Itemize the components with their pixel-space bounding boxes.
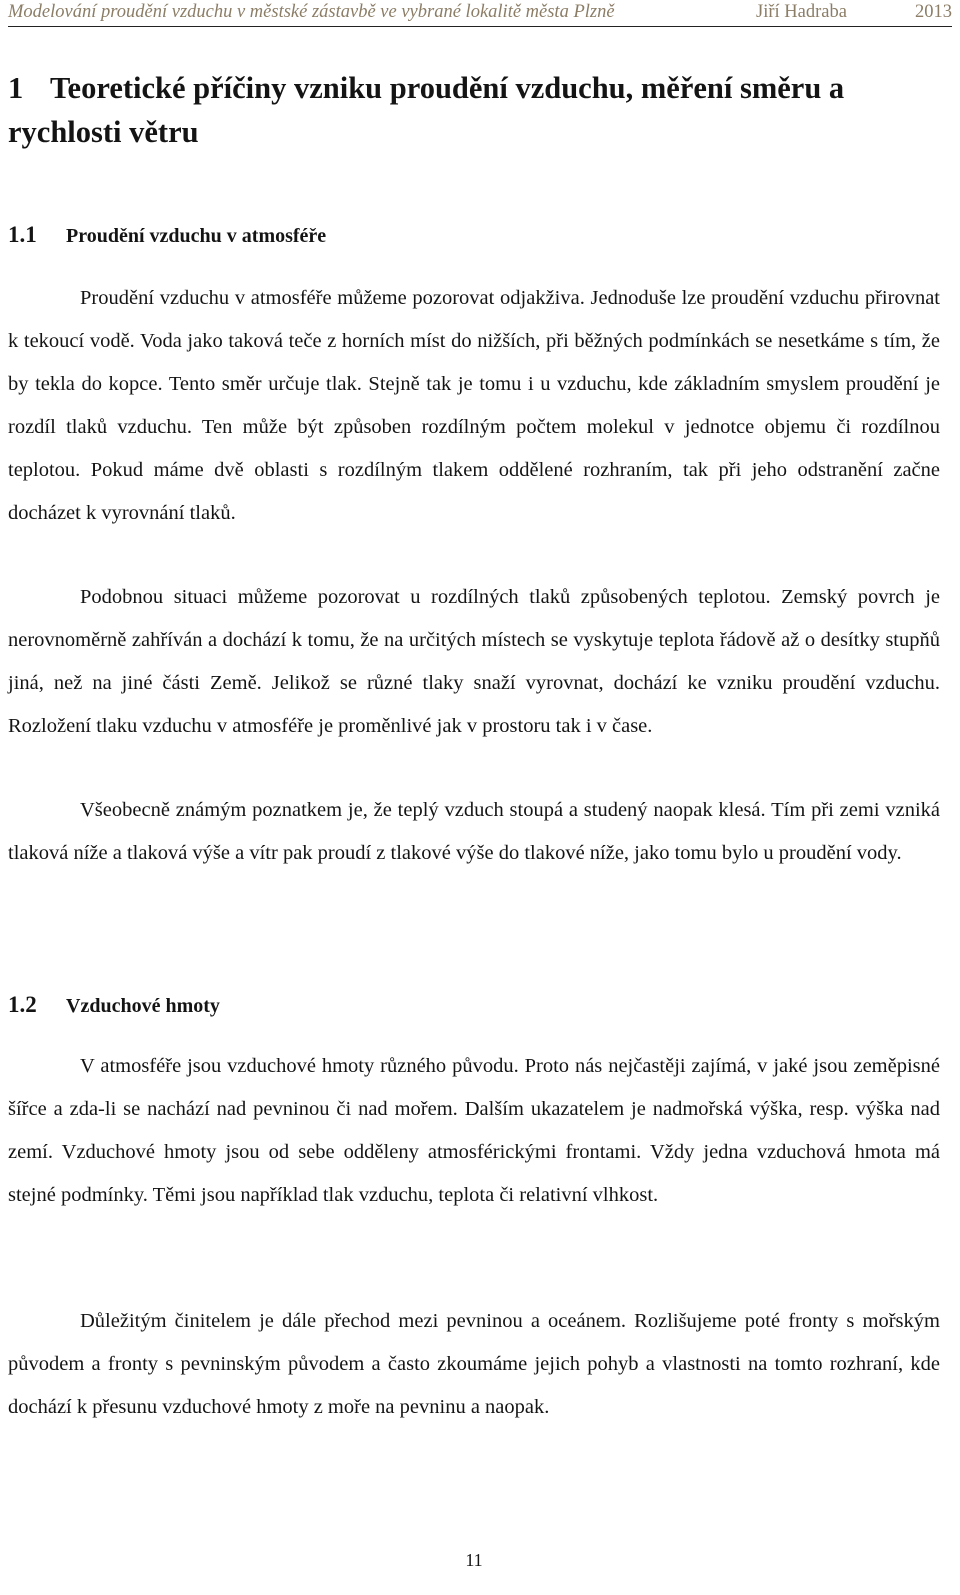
chapter-title: Teoretické příčiny vzniku proudění vzduchu, měření směru a rychlosti větru <box>8 71 845 149</box>
header-author: Jiří Hadraba <box>756 2 847 22</box>
section-title: Vzduchové hmoty <box>66 995 220 1017</box>
section-heading-1-2 <box>8 992 220 1018</box>
page-header <box>8 0 952 27</box>
section-heading-1-1 <box>8 222 326 248</box>
section-title: Proudění vzduchu v atmosféře <box>66 225 327 247</box>
header-title: Modelování proudění vzduchu v městské zástavbě ve vybrané lokalitě města Plzně <box>8 2 615 22</box>
paragraph: Podobnou situaci můžeme pozorovat u rozdílných tlaků způsobených teplotou. Zemský povrch je nerovnoměrně zahříván a dochází k tomu, že na určitých místech se vyskytuje teplota řádově až o desítky stupňů jiná, než na jiné části Země. Jelikož se různé tlaky snaží vyrovnat, dochází ke vzniku proudění vzduchu. Rozložení tlaku vzduchu v atmosféře je proměnlivé jak v prostoru tak i v čase. <box>8 586 940 737</box>
paragraph: Důležitým činitelem je dále přechod mezi pevninou a oceánem. Rozlišujeme poté fronty s mořským původem a fronty s pevninským původem a často zkoumáme jejich pohyb a vlastnosti na tomto rozhraní, kde dochází k přesunu vzduchové hmoty z moře na pevninu a naopak. <box>8 1310 940 1418</box>
chapter-heading <box>8 66 948 154</box>
section-number: 1.1 <box>8 222 37 247</box>
header-year: 2013 <box>915 2 952 22</box>
paragraph: Proudění vzduchu v atmosféře můžeme pozorovat odjakživa. Jednoduše lze proudění vzduchu přirovnat k tekoucí vodě. Voda jako taková teče z horních míst do nižších, při běžných podmínkách se nesetkáme s tím, že by tekla do kopce. Tento směr určuje tlak. Stejně tak je tomu i u vzduchu, kde základním smyslem proudění je rozdíl tlaků vzduchu. Ten může být způsoben rozdílným počtem molekul v jednotce objemu či rozdílnou teplotou. Pokud máme dvě oblasti s rozdílným tlakem oddělené rozhraním, tak při jeho odstranění začne docházet k vyrovnání tlaků. <box>8 287 940 524</box>
chapter-number: 1 <box>8 71 24 105</box>
section-number: 1.2 <box>8 992 37 1017</box>
paragraph: V atmosféře jsou vzduchové hmoty různého původu. Proto nás nejčastěji zajímá, v jaké jsou zeměpisné šířce a zda-li se nachází nad pevninou či nad mořem. Dalším ukazatelem je nadmořská výška, resp. výška nad zemí. Vzduchové hmoty jsou od sebe odděleny atmosférickými frontami. Vždy jedna vzduchová hmota má stejné podmínky. Těmi jsou například tlak vzduchu, teplota či relativní vlhkost. <box>8 1055 940 1206</box>
page-number: 11 <box>465 1550 483 1570</box>
paragraph: Všeobecně známým poznatkem je, že teplý vzduch stoupá a studený naopak klesá. Tím při zemi vzniká tlaková níže a tlaková výše a vítr pak proudí z tlakové výše do tlakové níže, jako tomu bylo u proudění vody. <box>8 799 940 864</box>
